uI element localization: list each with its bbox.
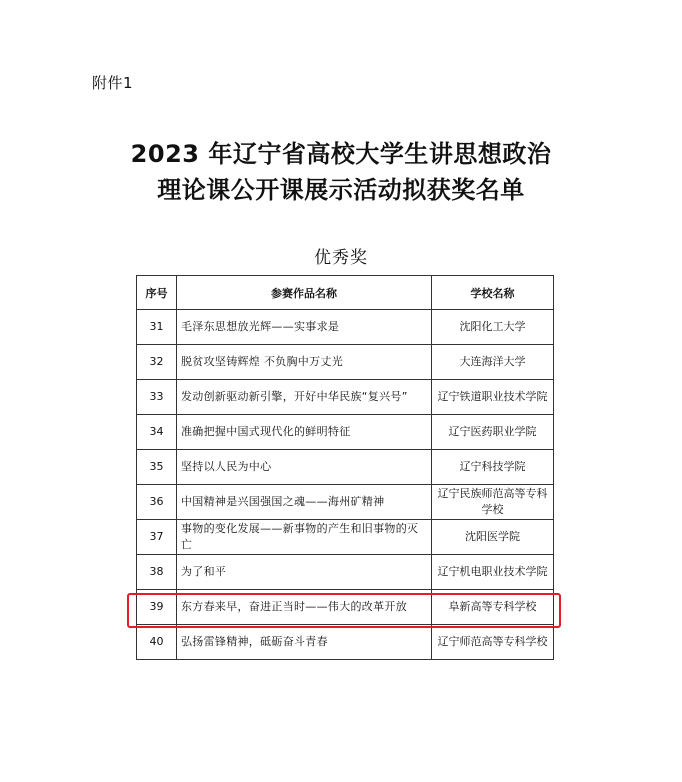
table-row [137,380,554,415]
row-school: 辽宁民族师范高等专科学校 [432,485,554,520]
document-title [0,136,682,208]
row-work: 毛泽东思想放光辉——实事求是 [177,310,432,345]
row-number: 33 [137,380,177,415]
table-row [137,485,554,520]
header-number: 序号 [137,276,177,310]
row-number: 34 [137,415,177,450]
award-category: 优秀奖 [314,248,368,268]
row-school: 辽宁科技学院 [432,450,554,485]
row-work: 东方春来早，奋进正当时——伟大的改革开放 [177,590,432,625]
table-row [137,415,554,450]
row-number: 39 [137,590,177,625]
row-school: 沈阳化工大学 [432,310,554,345]
table-row [137,555,554,590]
header-school: 学校名称 [432,276,554,310]
table-row [137,625,554,660]
title-line-1: 2023 年辽宁省高校大学生讲思想政治 [130,140,552,168]
table-row [137,345,554,380]
row-number: 36 [137,485,177,520]
table-row [137,450,554,485]
row-number: 37 [137,520,177,555]
row-school: 沈阳医学院 [432,520,554,555]
row-work: 准确把握中国式现代化的鲜明特征 [177,415,432,450]
row-number: 38 [137,555,177,590]
title-line-2: 理论课公开课展示活动拟获奖名单 [157,176,525,204]
row-number: 35 [137,450,177,485]
table-row [137,520,554,555]
row-school: 辽宁师范高等专科学校 [432,625,554,660]
row-work: 事物的变化发展——新事物的产生和旧事物的灭亡 [177,520,432,555]
row-work: 发动创新驱动新引擎，开好中华民族“复兴号” [177,380,432,415]
row-work: 弘扬雷锋精神，砥砺奋斗青春 [177,625,432,660]
table-header-row [137,276,554,310]
row-work: 中国精神是兴国强国之魂——海州矿精神 [177,485,432,520]
row-work: 为了和平 [177,555,432,590]
row-number: 31 [137,310,177,345]
table-row-highlighted [137,590,554,625]
row-work: 脱贫攻坚铸辉煌 不负胸中万丈光 [177,345,432,380]
table-row [137,310,554,345]
row-work: 坚持以人民为中心 [177,450,432,485]
attachment-label: 附件1 [92,74,134,92]
header-work: 参赛作品名称 [177,276,432,310]
award-table [136,275,554,660]
row-school: 辽宁机电职业技术学院 [432,555,554,590]
row-school: 辽宁医药职业学院 [432,415,554,450]
row-school: 大连海洋大学 [432,345,554,380]
row-number: 32 [137,345,177,380]
row-school: 阜新高等专科学校 [432,590,554,625]
row-school: 辽宁铁道职业技术学院 [432,380,554,415]
row-number: 40 [137,625,177,660]
